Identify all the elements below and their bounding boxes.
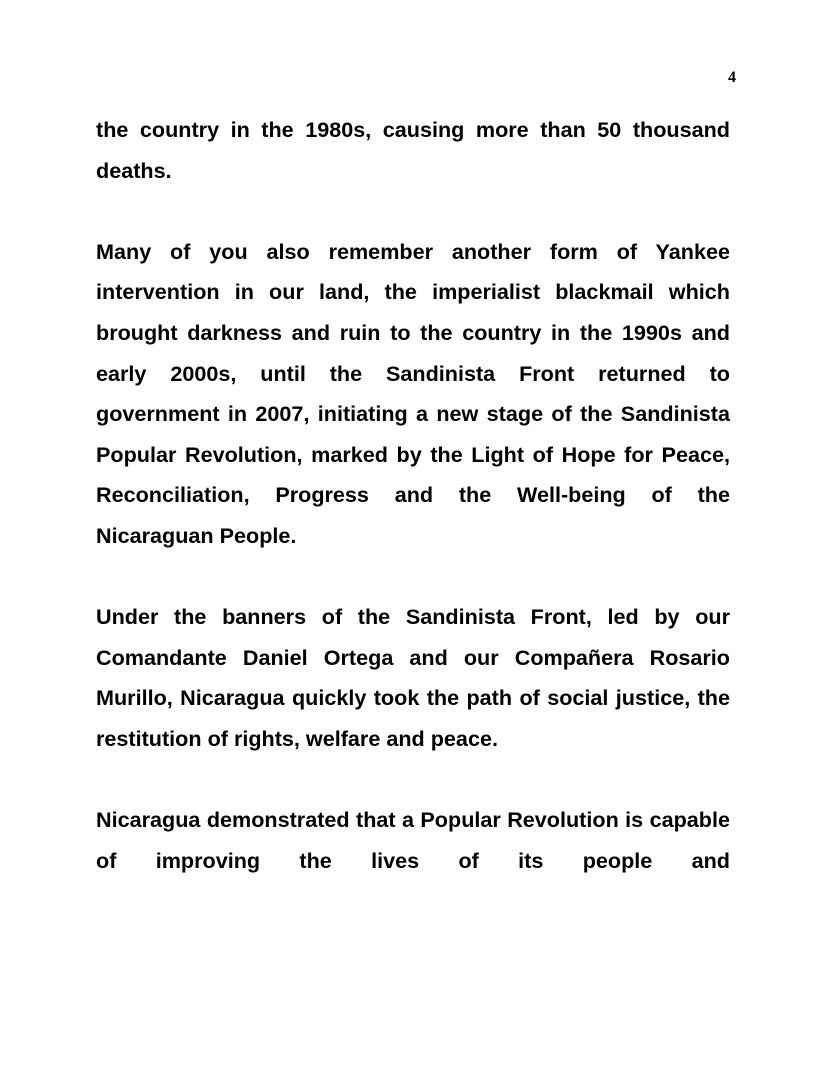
paragraph-sandinista-banners: Under the banners of the Sandinista Front, led by our Comandante Daniel Ortega and our Compañera Rosario Murillo, Nicaragua quickly took the path of social justice, the restitution of rights, welfare and peace. xyxy=(96,604,730,751)
page-number: 4 xyxy=(728,69,736,86)
paragraph-yankee-intervention: Many of you also remember another form of Yankee intervention in our land, the imperialist blackmail which brought darkness and ruin to the country in the 1990s and early 2000s, until the Sandinista Front returned to government in 2007, initiating a new stage of the Sandinista Popular Revolution, marked by the Light of Hope for Peace, Reconciliation, Progress and the Well-being of the Nicaraguan People. xyxy=(96,238,730,548)
paragraph-continuation: the country in the 1980s, causing more than 50 thousand deaths. xyxy=(96,117,730,183)
paragraph-popular-revolution: Nicaragua demonstrated that a Popular Revolution is capable of improving the lives of its people and xyxy=(96,807,730,873)
body-text xyxy=(96,110,730,922)
